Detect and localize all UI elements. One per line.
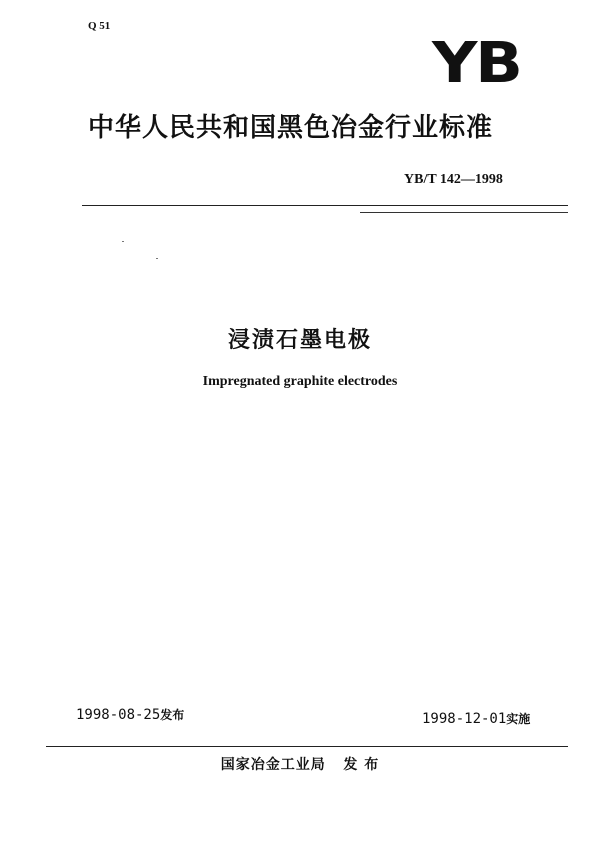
issue-date: [76, 706, 184, 723]
scan-speck: [122, 241, 124, 242]
footer-divider: [46, 746, 568, 747]
scan-speck: [156, 258, 158, 259]
document-title-english: Impregnated graphite electrodes: [202, 374, 398, 389]
implementation-date: [422, 710, 530, 727]
standard-number: YB/T 142—1998: [404, 172, 503, 187]
implementation-date-value: 1998-12-01: [422, 711, 507, 727]
publisher: 国家冶金工业局 发 布: [220, 757, 380, 773]
yb-logo: YB: [432, 31, 521, 96]
issue-date-value: 1998-08-25: [76, 707, 161, 723]
organization-title: 中华人民共和国黑色冶金行业标准: [88, 113, 494, 143]
header-divider: [82, 205, 568, 206]
implementation-date-suffix: 实施: [506, 712, 531, 726]
header-divider-secondary: [360, 212, 568, 213]
document-title-chinese: 浸渍石墨电极: [227, 328, 372, 353]
classification-code: Q 51: [88, 20, 111, 32]
issue-date-suffix: 发布: [160, 708, 185, 722]
